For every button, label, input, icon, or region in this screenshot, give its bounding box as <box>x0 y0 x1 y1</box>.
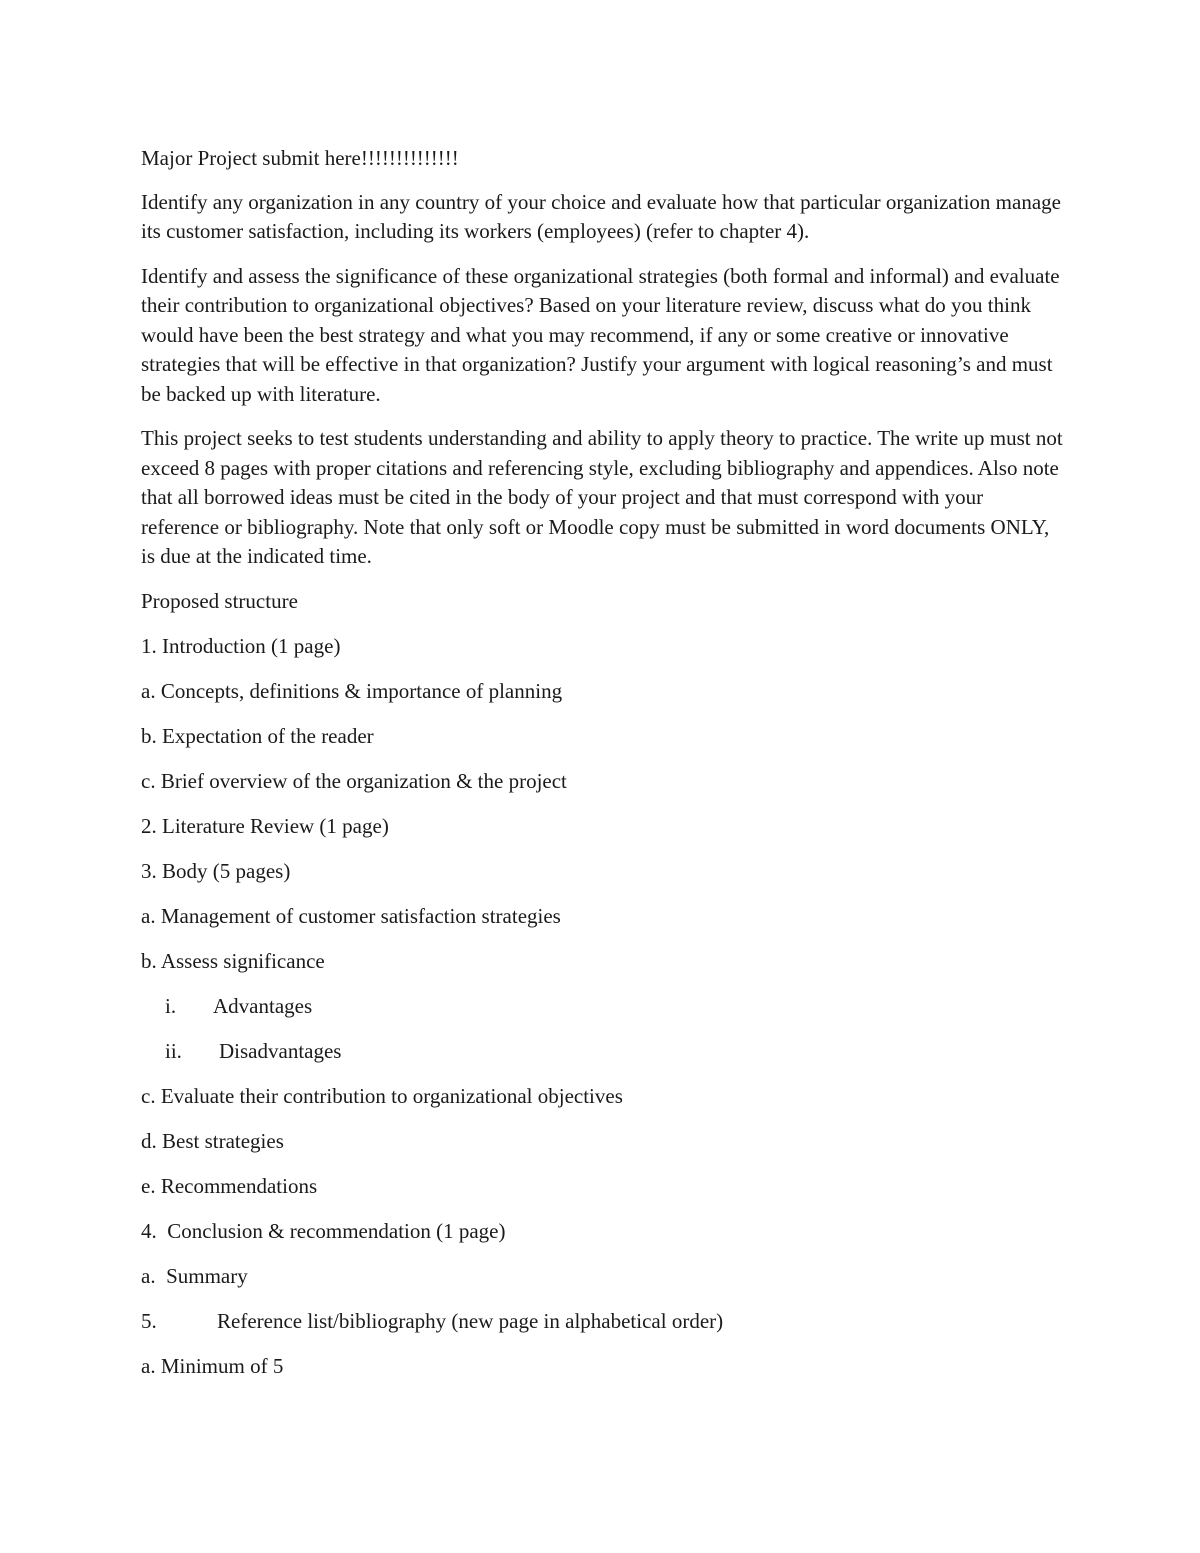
outline-item-management: a. Management of customer satisfaction strategies <box>141 903 561 928</box>
subitem-label: Disadvantages <box>219 1038 342 1063</box>
outline-item-minimum: a. Minimum of 5 <box>141 1353 284 1378</box>
outline-item-conclusion: 4. Conclusion & recommendation (1 page) <box>141 1218 506 1243</box>
item-number: 5. <box>141 1308 157 1333</box>
outline-item-introduction: 1. Introduction (1 page) <box>141 633 341 658</box>
outline-item-evaluate-contribution: c. Evaluate their contribution to organizational objectives <box>141 1083 623 1108</box>
outline-item-expectation: b. Expectation of the reader <box>141 723 374 748</box>
document-title: Major Project submit here!!!!!!!!!!!!!! <box>141 146 459 170</box>
outline-item-concepts: a. Concepts, definitions & importance of planning <box>141 678 563 703</box>
outline-subitem-advantages <box>141 992 1066 1022</box>
structure-heading: Proposed structure <box>141 588 298 613</box>
outline-item-assess-significance: b. Assess significance <box>141 948 325 973</box>
paragraph-assignment: Identify any organization in any country of your choice and evaluate how that particular organization manage its customer satisfaction, including its workers (employees) (refer to chapter 4). <box>141 189 1061 243</box>
outline-item-recommendations: e. Recommendations <box>141 1173 318 1198</box>
outline-item-best-strategies: d. Best strategies <box>141 1128 284 1153</box>
outline-item-reference-list <box>141 1307 1066 1337</box>
paragraph-assessment: Identify and assess the significance of these organizational strategies (both formal and informal) and evaluate their contribution to organizational objectives? Based on your literature review, discuss what do you think would have been the best strategy and what you may recommend, if any or some creative or innovative strategies that will be effective in that organization? Justify your argument with logical reasoning’s and must be backed up with literature. <box>141 263 1060 406</box>
outline-item-literature-review: 2. Literature Review (1 page) <box>141 813 389 838</box>
outline-subitem-disadvantages <box>141 1037 1066 1067</box>
roman-numeral: ii. <box>165 1038 182 1063</box>
paragraph-requirements: This project seeks to test students understanding and ability to apply theory to practice. The write up must not exceed 8 pages with proper citations and referencing style, excluding bibliography and appendices. Also note that all borrowed ideas must be cited in the body of your project and that must correspond with your reference or bibliography. Note that only soft or Moodle copy must be submitted in word documents ONLY, is due at the indicated time. <box>141 426 1063 568</box>
outline-item-overview: c. Brief overview of the organization & the project <box>141 768 567 793</box>
subitem-label: Advantages <box>213 993 313 1018</box>
item-label: Reference list/bibliography (new page in alphabetical order) <box>217 1308 724 1333</box>
roman-numeral: i. <box>165 993 177 1018</box>
outline-item-body: 3. Body (5 pages) <box>141 858 291 883</box>
document-body <box>141 144 1066 1397</box>
outline-item-summary: a. Summary <box>141 1263 248 1288</box>
